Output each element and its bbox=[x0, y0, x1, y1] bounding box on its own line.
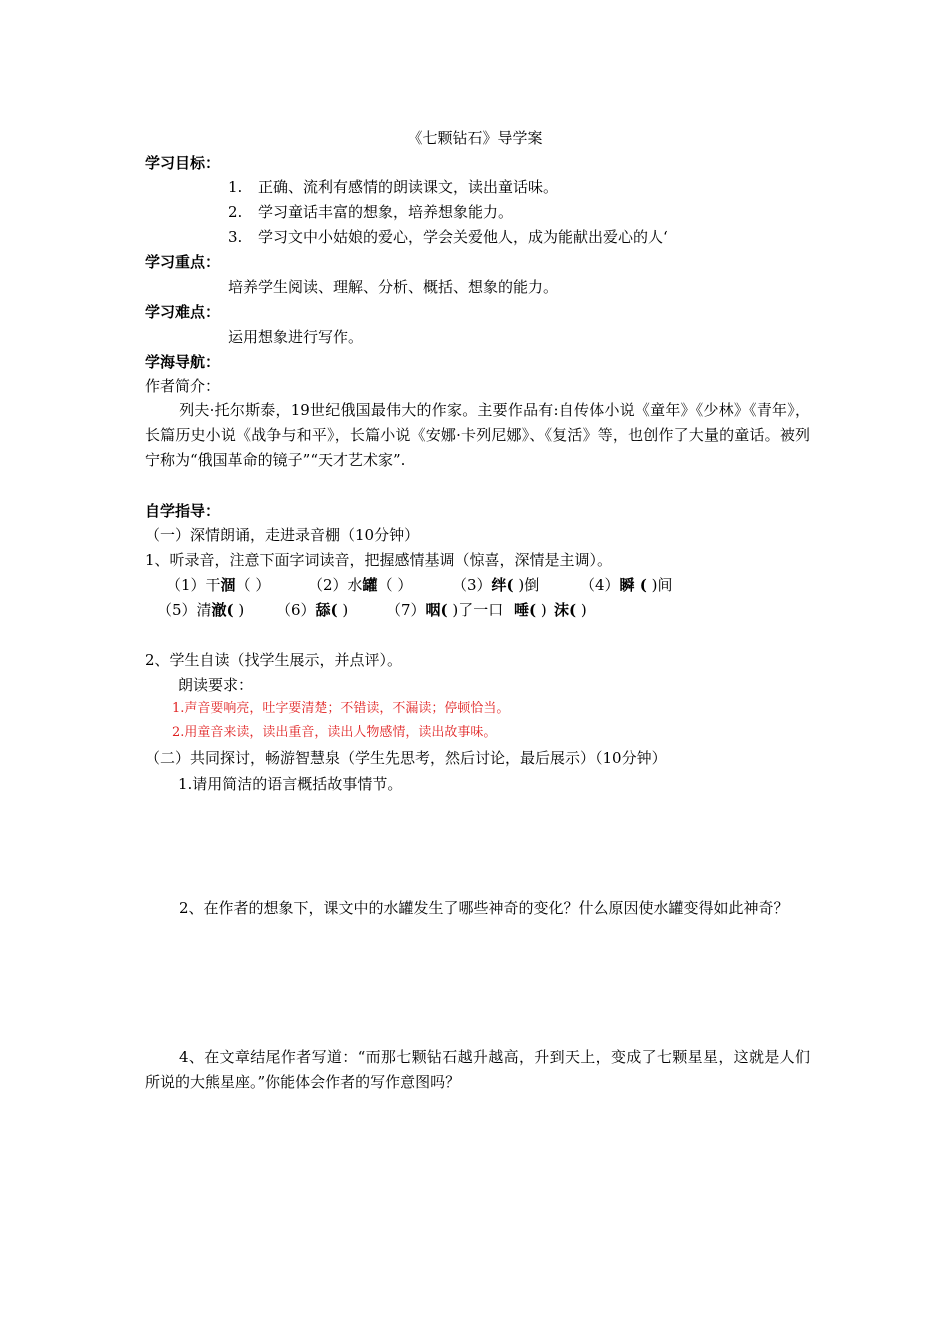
objective-item bbox=[228, 200, 513, 224]
word-item: 沫( ) bbox=[554, 601, 587, 619]
word-item: （6）舔( ) bbox=[276, 601, 349, 619]
key-points-text: 培养学生阅读、理解、分析、概括、想象的能力。 bbox=[228, 278, 559, 296]
objective-text: 学习童话丰富的想象，培养想象能力。 bbox=[258, 203, 514, 221]
word-item: （4）瞬 ( )间 bbox=[580, 576, 673, 594]
part2-question-1: 1.请用简洁的语言概括故事情节。 bbox=[178, 775, 403, 793]
difficulties-heading: 学习难点： bbox=[145, 303, 221, 321]
author-text: 列夫·托尔斯泰，19世纪俄国最伟大的作家。主要作品有:自传体小说《童年》《少林》《青年》，长篇历史小说《战争与和平》，长篇小说《安娜·卡列尼娜》、《复活》等，也创作了大量的童话。被列宁称为“俄国革命的镜子”“天才艺术家”. bbox=[145, 401, 810, 469]
objective-number: 2. bbox=[228, 203, 243, 221]
objective-text: 学习文中小姑娘的爱心，学会关爱他人，成为能献出爱心的人‘ bbox=[258, 228, 668, 246]
word-item: （3）绊( )倒 bbox=[452, 576, 540, 594]
objectives-heading: 学习目标： bbox=[145, 154, 221, 172]
author-label: 作者简介： bbox=[145, 377, 221, 395]
key-points-heading: 学习重点： bbox=[145, 253, 221, 271]
objective-text: 正确、流利有感情的朗读课文，读出童话味。 bbox=[258, 178, 559, 196]
question-2: 2、学生自读（找学生展示，并点评）。 bbox=[145, 651, 403, 669]
objective-number: 3. bbox=[228, 228, 243, 246]
reading-requirements-label: 朗读要求： bbox=[178, 676, 254, 694]
question-1: 1、听录音，注意下面字词读音，把握感情基调（惊喜，深情是主调）。 bbox=[145, 551, 613, 569]
page-title: 《七颗钻石》导学案 bbox=[407, 129, 543, 147]
objective-item bbox=[228, 175, 558, 199]
requirement-2: 2.用童音来读，读出重音，读出人物感情，读出故事味。 bbox=[172, 725, 497, 740]
requirement-1: 1.声音要响亮，吐字要清楚；不错读，不漏读；停顿恰当。 bbox=[172, 701, 510, 716]
word-item: （2）水罐（ ） bbox=[308, 576, 413, 594]
objective-item bbox=[228, 225, 668, 249]
word-item: （7）咽( )了一口 bbox=[386, 601, 504, 619]
part2-question-4: 4、在文章结尾作者写道：“而那七颗钻石越升越高，升到天上，变成了七颗星星，这就是人们所说的大熊星座。”你能体会作者的写作意图吗？ bbox=[145, 1048, 810, 1091]
self-study-heading: 自学指导： bbox=[145, 502, 221, 520]
guide-heading: 学海导航： bbox=[145, 353, 221, 371]
word-item: （1）干涸（ ） bbox=[166, 576, 271, 594]
part1-heading: （一）深情朗诵，走进录音棚（10分钟） bbox=[145, 526, 420, 544]
word-item: 唾( ) bbox=[514, 601, 547, 619]
word-item: （5）清澈( ) bbox=[157, 601, 245, 619]
part2-heading: （二）共同探讨，畅游智慧泉（学生先思考，然后讨论，最后展示）（10分钟） bbox=[145, 749, 667, 767]
difficulties-text: 运用想象进行写作。 bbox=[228, 328, 364, 346]
author-paragraph bbox=[145, 398, 810, 473]
part2-question-2: 2、在作者的想象下，课文中的水罐发生了哪些神奇的变化？什么原因使水罐变得如此神奇？ bbox=[179, 899, 789, 917]
objective-number: 1. bbox=[228, 178, 243, 196]
